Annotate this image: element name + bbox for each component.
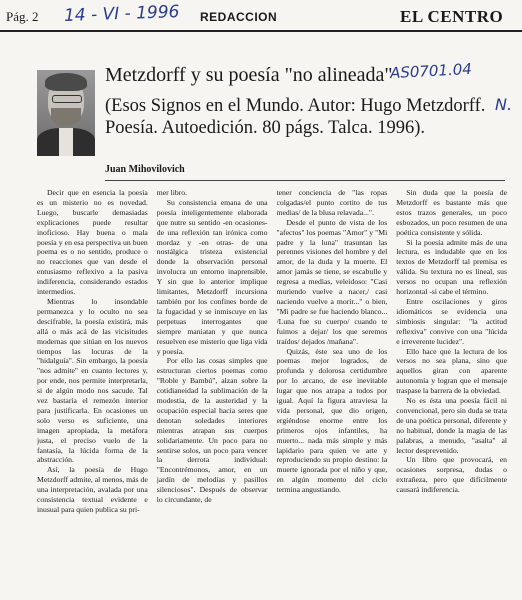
column-1 — [37, 188, 148, 594]
paragraph: Si la poesía admite más de una lectura, es indudable que en los textos de Metzdorff tal premisa es válida. Su textura no es lineal, sus versos no ocupan una reflexión horizontal -si cabe el término. — [396, 237, 507, 297]
article-body — [37, 188, 507, 594]
paragraph: tener conciencia de "las ropas colgadas/el punto cortito de tus medias/ de la blusa relavada...". — [276, 188, 388, 217]
paragraph: Mientras lo insondable permanezca y lo oculto no sea descifrable, la poesía existirá, más allá o más acá de las vicisitudes modernas que sitúan en los nuevos tiempos las locuras de la "hidalguía". Sin embargo, la poesía "nos admite" en cuanto lectores y, por ende, nos permite interpretarla, si de algún modo nos sacude. Tal vez bastaría el remezón interior para justificarla. En ocasiones un solo verso es suficiente, una imagen apropiada, la metáfora justa, el preciso vuelo de la fantasía, la lúcida forma de la abstracción. — [37, 296, 148, 465]
paragraph: No es ésta una poesía fácil ni convencional, pero sin duda se trata de una poética personal, diferente y no habitual, donde la magia de las palabras, a menudo, "asalta" al lector desprevenido. — [396, 396, 507, 455]
masthead-rule — [0, 30, 522, 32]
paragraph: mer libro. — [156, 188, 188, 197]
column-2 — [157, 188, 268, 594]
byline: Juan Mihovilovich — [105, 164, 185, 175]
masthead — [0, 0, 522, 30]
column-3 — [277, 188, 388, 594]
handwritten-stamp: AS0701.04 — [389, 59, 473, 83]
handwritten-margin-mark: N. — [495, 95, 513, 114]
author-photo — [37, 70, 95, 156]
page-number: Pág. 2 — [6, 9, 39, 24]
handwritten-date: 14 - VI - 1996 — [63, 1, 180, 27]
paragraph: Desde el punto de vista de los "afectos" los poemas "Amor" y "Mi padre y la luna" trasuntan las perennes visiones del hombre y del amor, de la duda y la muerte. El amor jamás se tiene, se escabulle y regresa a medias, veleidoso: "Casi muriendo vuelve a nacer,/ casi naciendo vuelve a morir..." o bien, "Mi padre se fue haciendo blanco... /Luna fue su cuerpo/ cuando te fuimos a dejar/ los que seremos traídos/ dejados /mañana". — [276, 217, 388, 346]
paragraph: Un libro que provocará, en ocasiones sorpresa, dudas o extrañeza, pero que difícilmente causará indiferencia. — [396, 455, 507, 495]
paragraph: Sin duda que la poesía de Metzdorff es bastante más que estos trazos generales, un poco esbozados, un poco resumen de una poética consistente y sólida. — [396, 188, 507, 237]
paragraph: Su consistencia emana de una poesía inteligentemente elaborada que nutre su sentido -en ocasiones- de una reflexión tan irónica como mordaz y -en otras- de una nostálgica tristeza existencial donde la observación personal involucra un entorno inaprensible. Y sin que lo anterior implique limitantes, Metzdorff incursiona también por los confines borde de la fugacidad y se inmiscuye en las perpetuas interrogantes que siempre maniatan y que nunca resuelven ese misterio que liga vida y poesía. — [156, 197, 268, 356]
newspaper-name: EL CENTRO — [400, 7, 504, 26]
article-subtitle: (Esos Signos en el Mundo. Autor: Hugo Metzdorff. Poesía. Autoedición. 80 págs. Talca. 1996). — [105, 96, 486, 138]
paragraph: Ello hace que la lectura de los versos no sea plana, sino que aquellos giran con aparente autonomía y logran que el mensaje traspase la barrera de la obviedad. — [396, 346, 507, 396]
article-title: Metzdorff y su poesía "no alineada" — [105, 64, 393, 86]
column-4 — [396, 188, 507, 594]
byline-rule — [105, 180, 505, 181]
paragraph: Decir que en esencia la poesía es un misterio no es novedad. Luego, buscarle demasiadas explicaciones puede resultar inoficioso. Hay buena o mala poesía y en esa perspectiva un buen poema es o no sentido, produce o no reacciones que van desde el entusiasmo reflexivo a la pasiva indiferencia, considerando estados intermedios. — [37, 188, 148, 297]
section-label: REDACCION — [200, 10, 278, 24]
paragraph: Entre oscilaciones y giros idiomáticos se evidencia una simbiosis singular: "la actitud reflexiva" convive con una "lúcida e irreverente lucidez". — [396, 296, 507, 346]
paragraph: Por ello las cosas simples que estructuran ciertos poemas como "Roble y Bambú", alzan sobre la cotidianeidad la sublimación de la modestia, de la austeridad y la ocupación especial hacia seres que denotan soledades interiores mientras atrapan sus cuerpos solidariamente. Un poco para no sentirse solos, un poco para vencer la derrota individual: "Encontrémonos, amor, en un jardín de melodías y pasillos silenciosos". Después de observar lo circundante, de — [156, 356, 268, 505]
paragraph: Quizás, éste sea uno de los poemas mejor logrados, de profunda y dolorosa certidumbre por lo arcano, de ese inevitable lugar que nos atrapa a todos por igual. Aquí la figura atraviesa la vida personal, que dio origen, ergiéndose enorme entre los primeros ojos infantiles, ha muerto... nada más simple y más lapidario para quien ve arte y reproduciendo su propio destino: la muerte ignorada por el niño y que, en algún momento del ciclo termina angustiando. — [276, 346, 388, 495]
paragraph: Así, la poesía de Hugo Metzdorff admite, al menos, más de una interpretación, avalada por una consistencia textual evidente e inusual para quien publica su pri- — [37, 465, 148, 514]
